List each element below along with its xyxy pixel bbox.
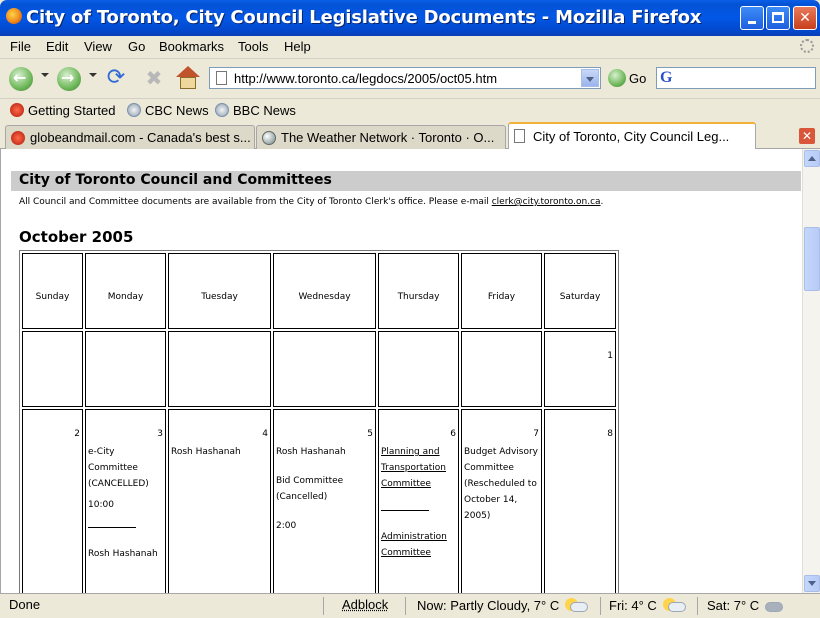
tab-weather-network[interactable]: The Weather Network · Toronto · O... [256, 125, 506, 149]
url-text[interactable]: http://www.toronto.ca/legdocs/2005/oct05.htm [234, 71, 498, 86]
clerk-email-link[interactable]: clerk@city.toronto.on.ca [491, 197, 601, 207]
globe-icon [262, 131, 276, 145]
google-search-icon[interactable]: G [660, 69, 673, 86]
day-number: 7 [533, 429, 539, 439]
event-time: 10:00 [88, 500, 114, 510]
day-header-friday: Friday [461, 253, 542, 329]
day-number: 6 [450, 429, 456, 439]
partly-cloudy-icon [661, 597, 687, 613]
throbber-icon [800, 39, 814, 53]
feed-icon [215, 103, 229, 117]
day-header-saturday: Saturday [544, 253, 616, 329]
day-number: 3 [157, 429, 163, 439]
weather-saturday[interactable]: Sat: 7° C [707, 597, 789, 613]
vertical-scrollbar[interactable] [802, 149, 820, 593]
status-text: Done [9, 597, 41, 612]
window-title: City of Toronto, City Council Legislative Documents - Mozilla Firefox [26, 7, 702, 28]
menu-file[interactable]: File [10, 39, 31, 54]
calendar-cell-oct-1 [544, 331, 616, 407]
scroll-up-button[interactable] [804, 150, 820, 167]
page-info: All Council and Committee documents are available from the City of Toronto Clerk's office. Please e-mail clerk@city.toronto.on.ca. [19, 197, 604, 207]
month-title: October 2005 [19, 228, 134, 246]
url-bar[interactable] [209, 67, 601, 89]
go-button[interactable] [608, 69, 646, 89]
maximize-button[interactable] [766, 6, 790, 30]
weather-now[interactable]: Now: Partly Cloudy, 7° C [417, 597, 589, 613]
adblock-button[interactable]: Adblock [342, 597, 389, 612]
menu-help[interactable]: Help [284, 39, 311, 54]
calendar-cell-oct-7 [461, 409, 542, 593]
stop-icon: ✖ [145, 66, 163, 90]
bookmark-cbc-news[interactable]: CBC News [127, 103, 209, 118]
status-bar [0, 593, 820, 618]
menu-go[interactable]: Go [128, 39, 146, 54]
calendar-cell-oct-4 [168, 409, 271, 593]
calendar-cell [273, 331, 376, 407]
bookmark-getting-started[interactable]: Getting Started [10, 103, 115, 118]
menu-bookmarks[interactable]: Bookmarks [159, 39, 225, 54]
globeandmail-icon [11, 131, 25, 145]
tab-bar [0, 122, 820, 149]
bookmarks-toolbar [0, 98, 820, 122]
firefox-icon [6, 8, 22, 24]
page-icon [514, 129, 525, 143]
day-number: 5 [367, 429, 373, 439]
calendar-cell [85, 331, 166, 407]
home-icon [176, 66, 200, 77]
event-time: 2:00 [276, 521, 297, 531]
back-button[interactable] [9, 67, 33, 91]
event-rosh-hashanah: Rosh Hashanah [171, 447, 241, 457]
url-history-dropdown[interactable] [581, 69, 599, 87]
day-number: 1 [607, 351, 613, 361]
planning-transportation-committee-link[interactable]: Planning and Transportation Committee [381, 447, 446, 489]
navigation-toolbar [0, 58, 820, 98]
calendar-table [19, 250, 619, 593]
event-e-city-committee: e-City Committee (CANCELLED) [88, 447, 149, 489]
day-number: 2 [74, 429, 80, 439]
scroll-down-button[interactable] [804, 575, 820, 592]
forward-history-dropdown[interactable] [89, 73, 97, 77]
event-budget-advisory-committee: Budget Advisory Committee (Rescheduled to October 14, 2005) [464, 447, 538, 521]
forward-arrow-icon: → [61, 68, 75, 87]
close-tab-button[interactable] [799, 128, 815, 144]
event-rosh-hashanah: Rosh Hashanah [88, 549, 158, 559]
tab-globeandmail[interactable]: globeandmail.com - Canada's best s... [5, 125, 255, 149]
page-content [0, 149, 802, 593]
rain-cloud-icon [763, 597, 789, 613]
day-header-tuesday: Tuesday [168, 253, 271, 329]
event-bid-committee: Bid Committee (Cancelled) [276, 476, 344, 502]
close-icon: ✕ [799, 10, 811, 26]
partly-cloudy-icon [563, 597, 589, 613]
go-arrow-icon [608, 69, 626, 87]
forward-button[interactable] [57, 67, 81, 91]
menu-tools[interactable]: Tools [238, 39, 269, 54]
menu-edit[interactable]: Edit [46, 39, 69, 54]
calendar-cell [461, 331, 542, 407]
day-header-thursday: Thursday [378, 253, 459, 329]
event-rosh-hashanah: Rosh Hashanah [276, 447, 346, 457]
administration-committee-link[interactable]: Administration Committee [381, 532, 447, 558]
reload-icon: ⟳ [106, 65, 126, 90]
close-window-button[interactable] [793, 6, 817, 30]
back-history-dropdown[interactable] [41, 73, 49, 77]
tab-city-of-toronto[interactable]: City of Toronto, City Council Leg... [508, 122, 756, 150]
page-icon [216, 71, 227, 85]
minimize-icon [748, 21, 756, 24]
calendar-cell-oct-5 [273, 409, 376, 593]
day-header-wednesday: Wednesday [273, 253, 376, 329]
minimize-button[interactable] [740, 6, 764, 30]
calendar-cell [168, 331, 271, 407]
menu-bar [0, 36, 820, 58]
page-header: City of Toronto Council and Committees [11, 171, 801, 191]
day-header-sunday: Sunday [22, 253, 83, 329]
event-separator [88, 527, 136, 528]
maximize-icon [772, 12, 784, 23]
calendar-cell-oct-6 [378, 409, 459, 593]
go-label: Go [629, 70, 647, 86]
title-bar [0, 0, 820, 36]
calendar-cell-oct-2 [22, 409, 83, 593]
day-header-monday: Monday [85, 253, 166, 329]
getting-started-icon [10, 103, 24, 117]
calendar-cell-oct-8 [544, 409, 616, 593]
search-input[interactable] [656, 67, 816, 89]
feed-icon [127, 103, 141, 117]
menu-view[interactable]: View [84, 39, 112, 54]
calendar-cell [378, 331, 459, 407]
close-tab-icon: ✕ [801, 129, 813, 143]
weather-friday[interactable]: Fri: 4° C [609, 597, 687, 613]
bookmark-bbc-news[interactable]: BBC News [215, 103, 296, 118]
scroll-thumb[interactable] [804, 227, 820, 291]
home-button[interactable] [175, 66, 201, 92]
calendar-cell [22, 331, 83, 407]
day-number: 8 [607, 429, 613, 439]
day-number: 4 [262, 429, 268, 439]
stop-button[interactable] [143, 67, 165, 89]
event-separator [381, 510, 429, 511]
back-arrow-icon: ← [13, 68, 27, 87]
calendar-cell-oct-3 [85, 409, 166, 593]
reload-button[interactable] [104, 67, 128, 91]
